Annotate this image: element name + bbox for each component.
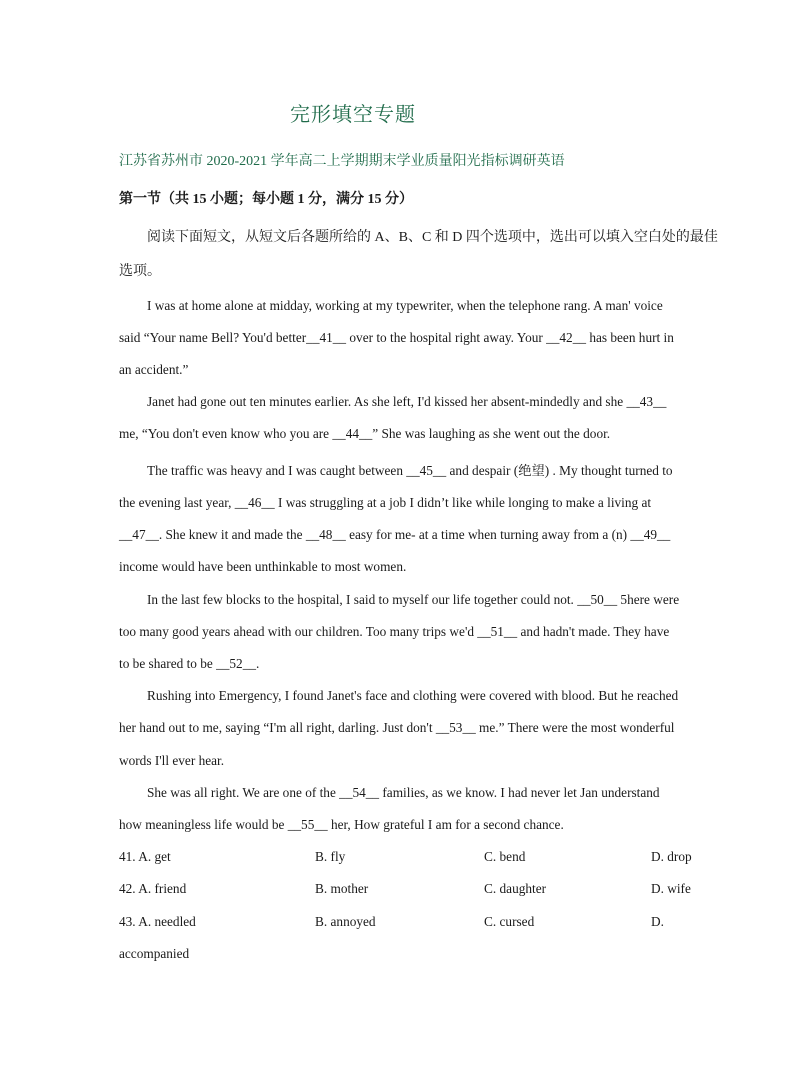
passage-line: Janet had gone out ten minutes earlier. As she left, I'd kissed her absent-mindedly and she __43__ [147,394,667,409]
passage-line: me, “You don't even know who you are __44__” She was laughing as she went out the door. [119,426,611,441]
option-d: D. wife [651,881,691,896]
passage-line: too many good years ahead with our children. Too many trips we'd __51__ and hadn't made. They have [119,624,670,639]
instruction-line: 选项。 [119,264,161,279]
passage-line: I was at home alone at midday, working at my typewriter, when the telephone rang. A man' voice [147,298,663,313]
passage-line: an accident.” [119,362,189,377]
option-b: B. mother [315,881,369,896]
option-b: B. annoyed [315,914,376,929]
passage-line: income would have been unthinkable to most women. [119,559,407,574]
option-c: C. cursed [484,914,535,929]
passage-line: __47__. She knew it and made the __48__ easy for me- at a time when turning away from a (n) __49__ [119,527,671,542]
section-heading: 第一节（共 15 小题；每小题 1 分，满分 15 分） [119,192,413,207]
option-d: D. [651,914,664,929]
option-c: C. daughter [484,881,547,896]
option-a: 42. A. friend [119,881,187,896]
option-d-text: accompanied [119,946,190,961]
instruction-line: 阅读下面短文，从短文后各题所给的 A、B、C 和 D 四个选项中，选出可以填入空白处的最佳 [147,230,718,245]
passage-line: said “Your name Bell? You'd better__41__ over to the hospital right away. Your __42__ has been hurt in [119,330,674,345]
option-d: D. drop [651,849,692,864]
passage-line: In the last few blocks to the hospital, I said to myself our life together could not. __50__ 5here were [147,592,680,607]
passage-line: She was all right. We are one of the __54__ families, as we know. I had never let Jan understand [147,785,660,800]
passage-line: the evening last year, __46__ I was struggling at a job I didn’t like while longing to make a living at [119,495,652,510]
option-a: 41. A. get [119,849,171,864]
passage-line: how meaningless life would be __55__ her, How grateful I am for a second chance. [119,817,564,832]
page-title: 完形填空专题 [290,104,416,126]
exam-source: 江苏省苏州市 2020-2021 学年高二上学期期末学业质量阳光指标调研英语 [119,154,565,169]
option-c: C. bend [484,849,526,864]
passage-line: words I'll ever hear. [119,753,225,768]
option-b: B. fly [315,849,346,864]
option-a: 43. A. needled [119,914,196,929]
passage-line: to be shared to be __52__. [119,656,260,671]
passage-line: her hand out to me, saying “I'm all right, darling. Just don't __53__ me.” There were the most wonderful [119,720,675,735]
passage-line: Rushing into Emergency, I found Janet's face and clothing were covered with blood. But he reached [147,688,679,703]
passage-line: The traffic was heavy and I was caught between __45__ and despair (绝望) . My thought turned to [147,463,673,478]
